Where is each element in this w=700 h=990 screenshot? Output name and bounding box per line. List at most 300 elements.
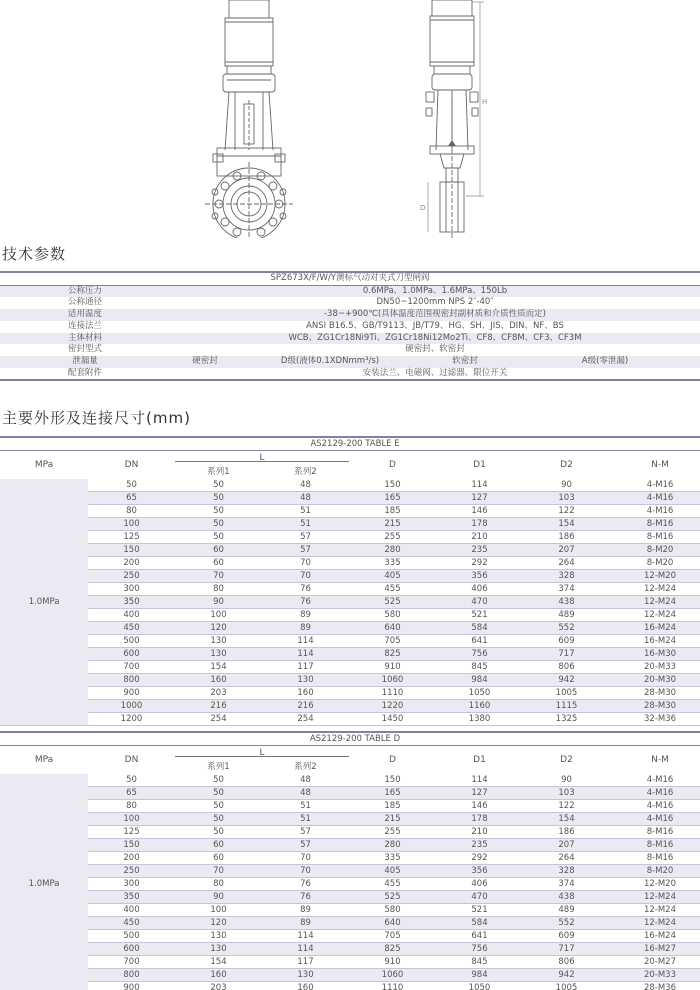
cell-d1: 114: [436, 774, 523, 787]
header-dn: DN: [124, 460, 139, 470]
cell-d: 1450: [349, 713, 436, 726]
cell-d2: 374: [523, 878, 610, 891]
cell-dn: 125: [88, 531, 175, 544]
cell-d: 910: [349, 956, 436, 969]
table-row: [0, 479, 700, 492]
cell-n-m: 4-M16: [610, 787, 700, 800]
table-row: [0, 774, 700, 787]
cell-d1: 356: [436, 570, 523, 583]
cell-n-m: 12-M24: [610, 891, 700, 904]
table-row: [0, 865, 700, 878]
cell-n-m: 20-M33: [610, 969, 700, 982]
cell-l-series2: 48: [262, 479, 349, 492]
cell-n-m: 12-M24: [610, 904, 700, 917]
cell-l-series2: 51: [262, 800, 349, 813]
cell-l-series1: 50: [175, 813, 262, 826]
cell-l-series1: 160: [175, 674, 262, 687]
cell-d: 185: [349, 800, 436, 813]
param-value: DN50~1200mm NPS 2″-40″: [376, 297, 494, 308]
table-row: [0, 648, 700, 661]
cell-n-m: 16-M24: [610, 930, 700, 943]
cell-d: 165: [349, 787, 436, 800]
technical-drawings: [0, 0, 700, 238]
cell-d1: 584: [436, 622, 523, 635]
tech-params-table: [0, 271, 700, 381]
cell-d1: 1160: [436, 700, 523, 713]
cell-l-series1: 203: [175, 982, 262, 990]
header-dn: DN: [124, 755, 139, 765]
cell-dn: 700: [88, 956, 175, 969]
cell-n-m: 8-M20: [610, 544, 700, 557]
header-l: L: [259, 748, 265, 758]
cell-dn: 65: [88, 787, 175, 800]
cell-l-series1: 90: [175, 596, 262, 609]
table-row: [0, 904, 700, 917]
cell-d2: 154: [523, 813, 610, 826]
cell-d1: 235: [436, 544, 523, 557]
cell-dn: 450: [88, 622, 175, 635]
cell-d2: 207: [523, 839, 610, 852]
cell-l-series1: 100: [175, 904, 262, 917]
cell-d1: 984: [436, 969, 523, 982]
table-row: [0, 787, 700, 800]
cell-l-series1: 50: [175, 531, 262, 544]
valve-front-view-drawing: [195, 0, 305, 238]
cell-n-m: 20-M30: [610, 674, 700, 687]
cell-d: 1060: [349, 674, 436, 687]
cell-l-series1: 50: [175, 800, 262, 813]
cell-l-series2: 160: [262, 982, 349, 990]
table-row: [0, 878, 700, 891]
cell-l-series1: 120: [175, 622, 262, 635]
cell-d2: 154: [523, 518, 610, 531]
cell-l-series1: 203: [175, 687, 262, 700]
cell-d1: 521: [436, 904, 523, 917]
cell-d2: 609: [523, 635, 610, 648]
cell-n-m: 12-M24: [610, 596, 700, 609]
cell-d2: 122: [523, 505, 610, 518]
param-label: 主体材料: [0, 333, 170, 345]
cell-dn: 200: [88, 557, 175, 570]
table-row: [0, 531, 700, 544]
cell-n-m: 4-M16: [610, 492, 700, 505]
cell-dn: 150: [88, 839, 175, 852]
table-row: [0, 635, 700, 648]
cell-d: 455: [349, 878, 436, 891]
header-d1: D1: [473, 460, 486, 470]
cell-l-series1: 100: [175, 609, 262, 622]
cell-n-m: 4-M16: [610, 505, 700, 518]
param-label: 公称通径: [67, 297, 102, 308]
cell-d2: 186: [523, 531, 610, 544]
header-nm: N-M: [651, 755, 669, 765]
cell-d1: 641: [436, 635, 523, 648]
cell-dn: 65: [88, 492, 175, 505]
table-row: [0, 557, 700, 570]
cell-d1: 406: [436, 583, 523, 596]
cell-l-series1: 50: [175, 479, 262, 492]
cell-d1: 292: [436, 557, 523, 570]
valve-side-view-drawing: [410, 0, 510, 238]
cell-d2: 552: [523, 622, 610, 635]
cell-dn: 700: [88, 661, 175, 674]
cell-dn: 200: [88, 852, 175, 865]
cell-n-m: 16-M27: [610, 943, 700, 956]
cell-n-m: 28-M30: [610, 700, 700, 713]
table-row: [0, 852, 700, 865]
cell-d: 335: [349, 557, 436, 570]
cell-n-m: 12-M20: [610, 878, 700, 891]
cell-n-m: 20-M27: [610, 956, 700, 969]
cell-l-series1: 70: [175, 865, 262, 878]
cell-l-series2: 57: [262, 544, 349, 557]
leak-soft-label: 软密封: [420, 356, 510, 368]
cell-dn: 800: [88, 969, 175, 982]
cell-l-series2: 70: [262, 852, 349, 865]
cell-d: 640: [349, 622, 436, 635]
cell-d: 255: [349, 531, 436, 544]
section-title-dimensions: 主要外形及连接尺寸(mm): [2, 409, 191, 427]
cell-l-series2: 76: [262, 891, 349, 904]
cell-dn: 350: [88, 891, 175, 904]
leak-soft-value: A级(零泄漏): [510, 356, 700, 368]
cell-l-series1: 120: [175, 917, 262, 930]
cell-d2: 438: [523, 891, 610, 904]
cell-d: 280: [349, 544, 436, 557]
cell-d2: 103: [523, 787, 610, 800]
cell-d2: 328: [523, 570, 610, 583]
cell-n-m: 8-M16: [610, 839, 700, 852]
cell-d2: 90: [523, 479, 610, 492]
cell-dn: 400: [88, 609, 175, 622]
cell-d: 580: [349, 609, 436, 622]
cell-n-m: 16-M24: [610, 622, 700, 635]
cell-d1: 178: [436, 813, 523, 826]
cell-l-series2: 76: [262, 878, 349, 891]
param-value: 安装法兰、电磁阀、过滤器、限位开关: [170, 368, 700, 381]
cell-n-m: 8-M16: [610, 531, 700, 544]
cell-l-series2: 89: [262, 917, 349, 930]
header-mpa: MPa: [34, 755, 54, 765]
cell-l-series2: 117: [262, 661, 349, 674]
param-value: 0.6MPa、1.0MPa、1.6MPa、150Lb: [170, 285, 700, 297]
cell-n-m: 12-M20: [610, 570, 700, 583]
cell-l-series2: 114: [262, 943, 349, 956]
cell-l-series1: 130: [175, 943, 262, 956]
cell-d2: 717: [523, 648, 610, 661]
cell-d: 705: [349, 635, 436, 648]
cell-l-series1: 160: [175, 969, 262, 982]
cell-d2: 717: [523, 943, 610, 956]
cell-l-series1: 154: [175, 661, 262, 674]
header-d1: D1: [473, 755, 486, 765]
cell-l-series1: 50: [175, 518, 262, 531]
cell-d2: 438: [523, 596, 610, 609]
cell-l-series2: 51: [262, 505, 349, 518]
cell-d1: 845: [436, 661, 523, 674]
table-row: [0, 813, 700, 826]
header-l: L: [259, 453, 265, 463]
param-label: 泄漏量: [0, 356, 170, 368]
pressure-cell: 1.0MPa: [0, 479, 88, 726]
cell-d: 825: [349, 648, 436, 661]
cell-l-series2: 130: [262, 674, 349, 687]
cell-d: 215: [349, 518, 436, 531]
cell-dn: 1200: [88, 713, 175, 726]
cell-n-m: 8-M16: [610, 852, 700, 865]
cell-d1: 1050: [436, 687, 523, 700]
dimension-d-label: D: [420, 204, 426, 212]
cell-l-series2: 76: [262, 583, 349, 596]
table-row: [0, 687, 700, 700]
cell-d2: 90: [523, 774, 610, 787]
cell-d1: 406: [436, 878, 523, 891]
cell-n-m: 8-M20: [610, 865, 700, 878]
cell-l-series2: 48: [262, 492, 349, 505]
header-d2: D2: [560, 755, 573, 765]
header-series2: 系列2: [294, 762, 317, 772]
cell-l-series1: 60: [175, 839, 262, 852]
cell-l-series2: 51: [262, 813, 349, 826]
cell-dn: 100: [88, 813, 175, 826]
section-title-tech-params: 技术参数: [2, 245, 67, 263]
cell-d1: 1380: [436, 713, 523, 726]
cell-l-series2: 114: [262, 635, 349, 648]
cell-n-m: 28-M36: [610, 982, 700, 990]
table-e-l-underline: [175, 461, 349, 462]
cell-dn: 300: [88, 583, 175, 596]
cell-n-m: 12-M24: [610, 609, 700, 622]
cell-d: 255: [349, 826, 436, 839]
cell-d2: 328: [523, 865, 610, 878]
leak-hard-label: 硬密封: [170, 356, 240, 368]
cell-d1: 127: [436, 492, 523, 505]
dimensions-table-d: [0, 731, 700, 990]
cell-n-m: 20-M33: [610, 661, 700, 674]
cell-d2: 207: [523, 544, 610, 557]
cell-l-series2: 57: [262, 531, 349, 544]
cell-d2: 264: [523, 852, 610, 865]
table-row: [0, 917, 700, 930]
param-label: 适用温度: [0, 309, 170, 321]
cell-dn: 250: [88, 865, 175, 878]
cell-d: 1060: [349, 969, 436, 982]
cell-l-series1: 50: [175, 492, 262, 505]
cell-d2: 552: [523, 917, 610, 930]
table-row: [0, 492, 700, 505]
param-value: WCB、ZG1Cr18Ni9Ti、ZG1Cr18Ni12Mo2Ti、CF8、CF8M、CF3、CF3M: [170, 333, 700, 345]
cell-d: 405: [349, 570, 436, 583]
cell-l-series2: 48: [262, 774, 349, 787]
cell-dn: 50: [88, 774, 175, 787]
cell-n-m: 8-M16: [610, 518, 700, 531]
table-row: [0, 505, 700, 518]
cell-d: 185: [349, 505, 436, 518]
pressure-cell: 1.0MPa: [0, 774, 88, 990]
cell-d: 1220: [349, 700, 436, 713]
table-row: [0, 518, 700, 531]
cell-d1: 641: [436, 930, 523, 943]
cell-l-series1: 80: [175, 583, 262, 596]
cell-dn: 80: [88, 800, 175, 813]
header-d: D: [389, 755, 396, 765]
cell-l-series2: 57: [262, 826, 349, 839]
cell-d2: 609: [523, 930, 610, 943]
table-e-body: [0, 479, 700, 726]
cell-l-series1: 50: [175, 505, 262, 518]
cell-d: 150: [349, 479, 436, 492]
table-row: [0, 930, 700, 943]
table-d-body: [0, 774, 700, 990]
cell-d: 910: [349, 661, 436, 674]
cell-d1: 756: [436, 943, 523, 956]
cell-n-m: 8-M16: [610, 826, 700, 839]
cell-dn: 900: [88, 687, 175, 700]
cell-l-series2: 51: [262, 518, 349, 531]
cell-l-series2: 114: [262, 648, 349, 661]
cell-dn: 600: [88, 943, 175, 956]
table-row: [0, 839, 700, 852]
param-value: ANSI B16.5、GB/T9113、JB/T79、HG、SH、JIS、DIN、NF、BS: [306, 320, 564, 331]
cell-d2: 489: [523, 904, 610, 917]
table-row: [0, 583, 700, 596]
cell-n-m: 16-M24: [610, 635, 700, 648]
cell-l-series2: 89: [262, 904, 349, 917]
cell-l-series2: 89: [262, 622, 349, 635]
cell-d: 1110: [349, 982, 436, 990]
table-row: [0, 674, 700, 687]
header-d2: D2: [560, 460, 573, 470]
cell-l-series2: 48: [262, 787, 349, 800]
cell-n-m: 32-M36: [610, 713, 700, 726]
cell-d: 525: [349, 596, 436, 609]
cell-d2: 942: [523, 969, 610, 982]
cell-l-series1: 216: [175, 700, 262, 713]
cell-d1: 756: [436, 648, 523, 661]
cell-n-m: 8-M20: [610, 557, 700, 570]
cell-l-series1: 60: [175, 544, 262, 557]
cell-dn: 50: [88, 479, 175, 492]
cell-l-series2: 254: [262, 713, 349, 726]
cell-n-m: 4-M16: [610, 479, 700, 492]
cell-dn: 125: [88, 826, 175, 839]
cell-l-series1: 130: [175, 930, 262, 943]
cell-d1: 127: [436, 787, 523, 800]
cell-d1: 292: [436, 852, 523, 865]
cell-l-series2: 70: [262, 557, 349, 570]
cell-l-series1: 60: [175, 852, 262, 865]
cell-d1: 1050: [436, 982, 523, 990]
cell-d1: 984: [436, 674, 523, 687]
cell-d1: 114: [436, 479, 523, 492]
dimension-h-label: H: [482, 98, 488, 106]
cell-dn: 250: [88, 570, 175, 583]
cell-dn: 500: [88, 930, 175, 943]
param-label: 密封型式: [67, 344, 102, 355]
leak-hard-value: D级(液体0.1XDNmm³/s): [240, 356, 420, 368]
cell-d2: 374: [523, 583, 610, 596]
cell-d2: 1005: [523, 687, 610, 700]
table-d-l-underline: [175, 756, 349, 757]
cell-d2: 264: [523, 557, 610, 570]
cell-d: 455: [349, 583, 436, 596]
cell-l-series1: 70: [175, 570, 262, 583]
cell-dn: 300: [88, 878, 175, 891]
cell-l-series2: 57: [262, 839, 349, 852]
cell-dn: 80: [88, 505, 175, 518]
table-row: [0, 609, 700, 622]
cell-d: 335: [349, 852, 436, 865]
cell-n-m: 16-M30: [610, 648, 700, 661]
cell-l-series1: 90: [175, 891, 262, 904]
cell-d1: 521: [436, 609, 523, 622]
cell-d1: 470: [436, 891, 523, 904]
cell-l-series1: 154: [175, 956, 262, 969]
cell-dn: 500: [88, 635, 175, 648]
param-value: 硬密封、软密封: [405, 344, 465, 355]
header-series2: 系列2: [294, 467, 317, 477]
cell-d: 165: [349, 492, 436, 505]
table-e-caption: AS2129-200 TABLE E: [0, 437, 700, 451]
cell-l-series2: 216: [262, 700, 349, 713]
cell-d2: 103: [523, 492, 610, 505]
cell-d2: 489: [523, 609, 610, 622]
cell-d: 405: [349, 865, 436, 878]
cell-d2: 1325: [523, 713, 610, 726]
cell-n-m: 4-M16: [610, 800, 700, 813]
cell-dn: 150: [88, 544, 175, 557]
cell-l-series2: 117: [262, 956, 349, 969]
table-row: [0, 800, 700, 813]
table-row: [0, 544, 700, 557]
cell-l-series2: 130: [262, 969, 349, 982]
param-label: 配套附件: [0, 368, 170, 381]
cell-l-series2: 70: [262, 570, 349, 583]
cell-d1: 235: [436, 839, 523, 852]
header-series1: 系列1: [207, 762, 230, 772]
dimensions-table-e: [0, 436, 700, 726]
cell-l-series1: 60: [175, 557, 262, 570]
table-row: [0, 713, 700, 726]
table-row: [0, 700, 700, 713]
table-row: [0, 622, 700, 635]
cell-l-series2: 76: [262, 596, 349, 609]
cell-dn: 450: [88, 917, 175, 930]
cell-d2: 186: [523, 826, 610, 839]
cell-d2: 1005: [523, 982, 610, 990]
cell-d1: 584: [436, 917, 523, 930]
cell-l-series1: 50: [175, 774, 262, 787]
cell-d2: 122: [523, 800, 610, 813]
cell-l-series1: 80: [175, 878, 262, 891]
table-row: [0, 596, 700, 609]
cell-n-m: 12-M24: [610, 583, 700, 596]
cell-dn: 1000: [88, 700, 175, 713]
cell-l-series1: 130: [175, 648, 262, 661]
param-value: -38~+900℃(具体温度范围视密封副材质和介质性质而定): [170, 309, 700, 321]
cell-l-series2: 114: [262, 930, 349, 943]
cell-dn: 400: [88, 904, 175, 917]
table-row: [0, 969, 700, 982]
cell-d1: 178: [436, 518, 523, 531]
params-table-title: SPZ673X/F/W/Y澳标气动对夹式刀型闸阀: [0, 272, 700, 285]
table-row: [0, 982, 700, 990]
cell-d: 1110: [349, 687, 436, 700]
table-row: [0, 891, 700, 904]
cell-n-m: 28-M30: [610, 687, 700, 700]
table-row: [0, 570, 700, 583]
cell-dn: 800: [88, 674, 175, 687]
